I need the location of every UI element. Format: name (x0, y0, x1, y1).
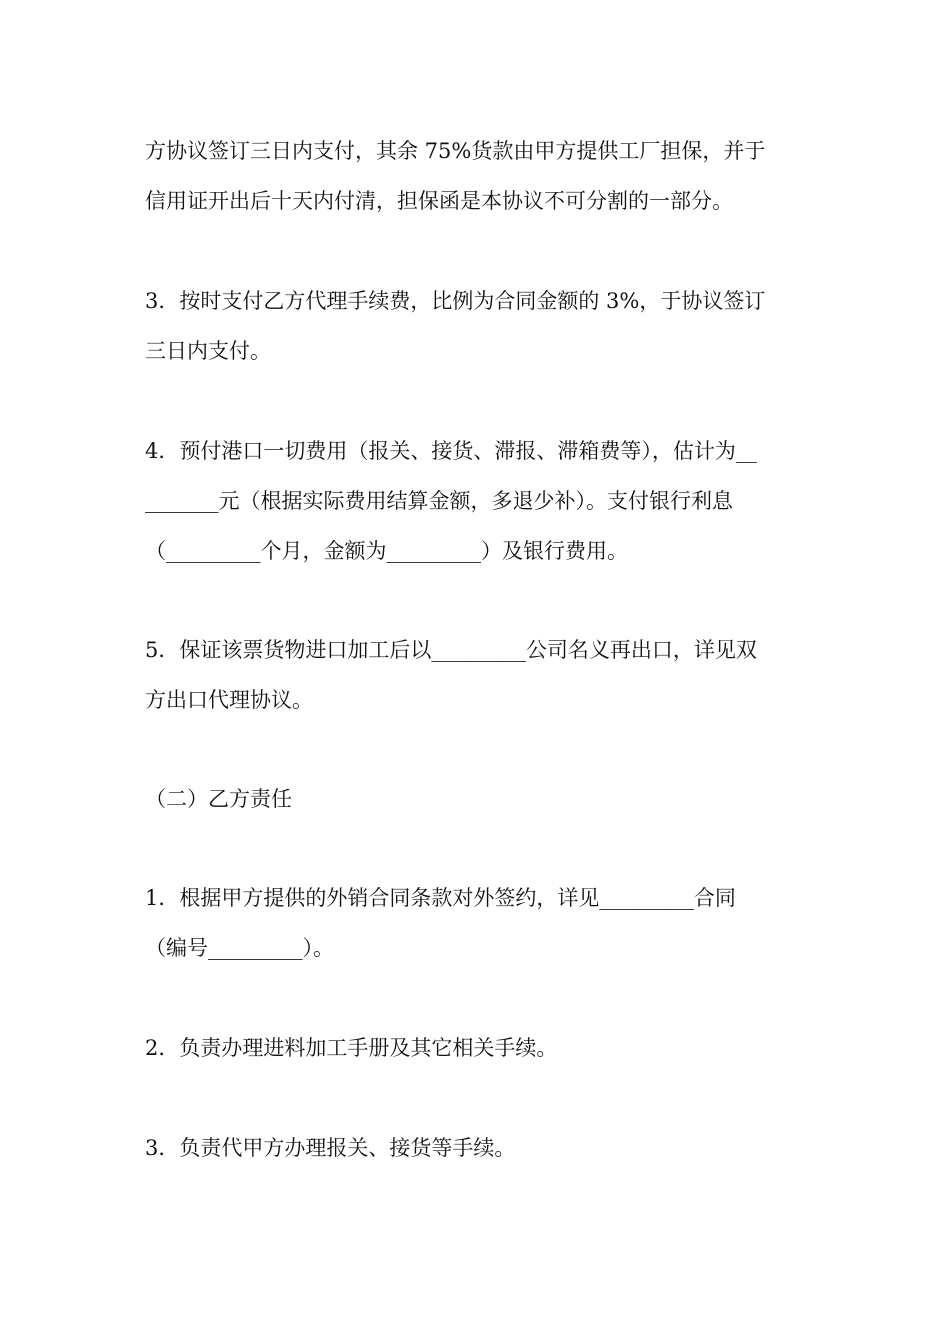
paragraph-line: 2．负责办理进料加工手册及其它相关手续。 (145, 1036, 558, 1060)
paragraph-line: 信用证开出后十天内付清，担保函是本协议不可分割的一部分。 (145, 189, 733, 213)
paragraph-line: 5．保证该票货物进口加工后以_________公司名义再出口，详见双 (145, 638, 757, 662)
paragraph-line: 3．负责代甲方办理报关、接货等手续。 (145, 1136, 516, 1160)
paragraph-line: 方协议签订三日内支付，其余 75%货款由甲方提供工厂担保，并于 (145, 139, 766, 163)
paragraph-line: 3．按时支付乙方代理手续费，比例为合同金额的 3%，于协议签订 (145, 289, 766, 313)
paragraph-line: 4．预付港口一切费用（报关、接货、滞报、滞箱费等），估计为__ (145, 439, 757, 463)
paragraph-line: 方出口代理协议。 (145, 688, 313, 712)
paragraph-line: （_________个月，金额为_________）及银行费用。 (145, 539, 628, 563)
paragraph-line: （编号_________）。 (145, 936, 334, 960)
section-heading: （二）乙方责任 (145, 787, 292, 811)
paragraph-line: 三日内支付。 (145, 339, 271, 363)
paragraph-line: 1．根据甲方提供的外销合同条款对外签约，详见_________合同 (145, 886, 736, 910)
paragraph-line: _______元（根据实际费用结算金额，多退少补）。支付银行利息 (145, 489, 733, 513)
